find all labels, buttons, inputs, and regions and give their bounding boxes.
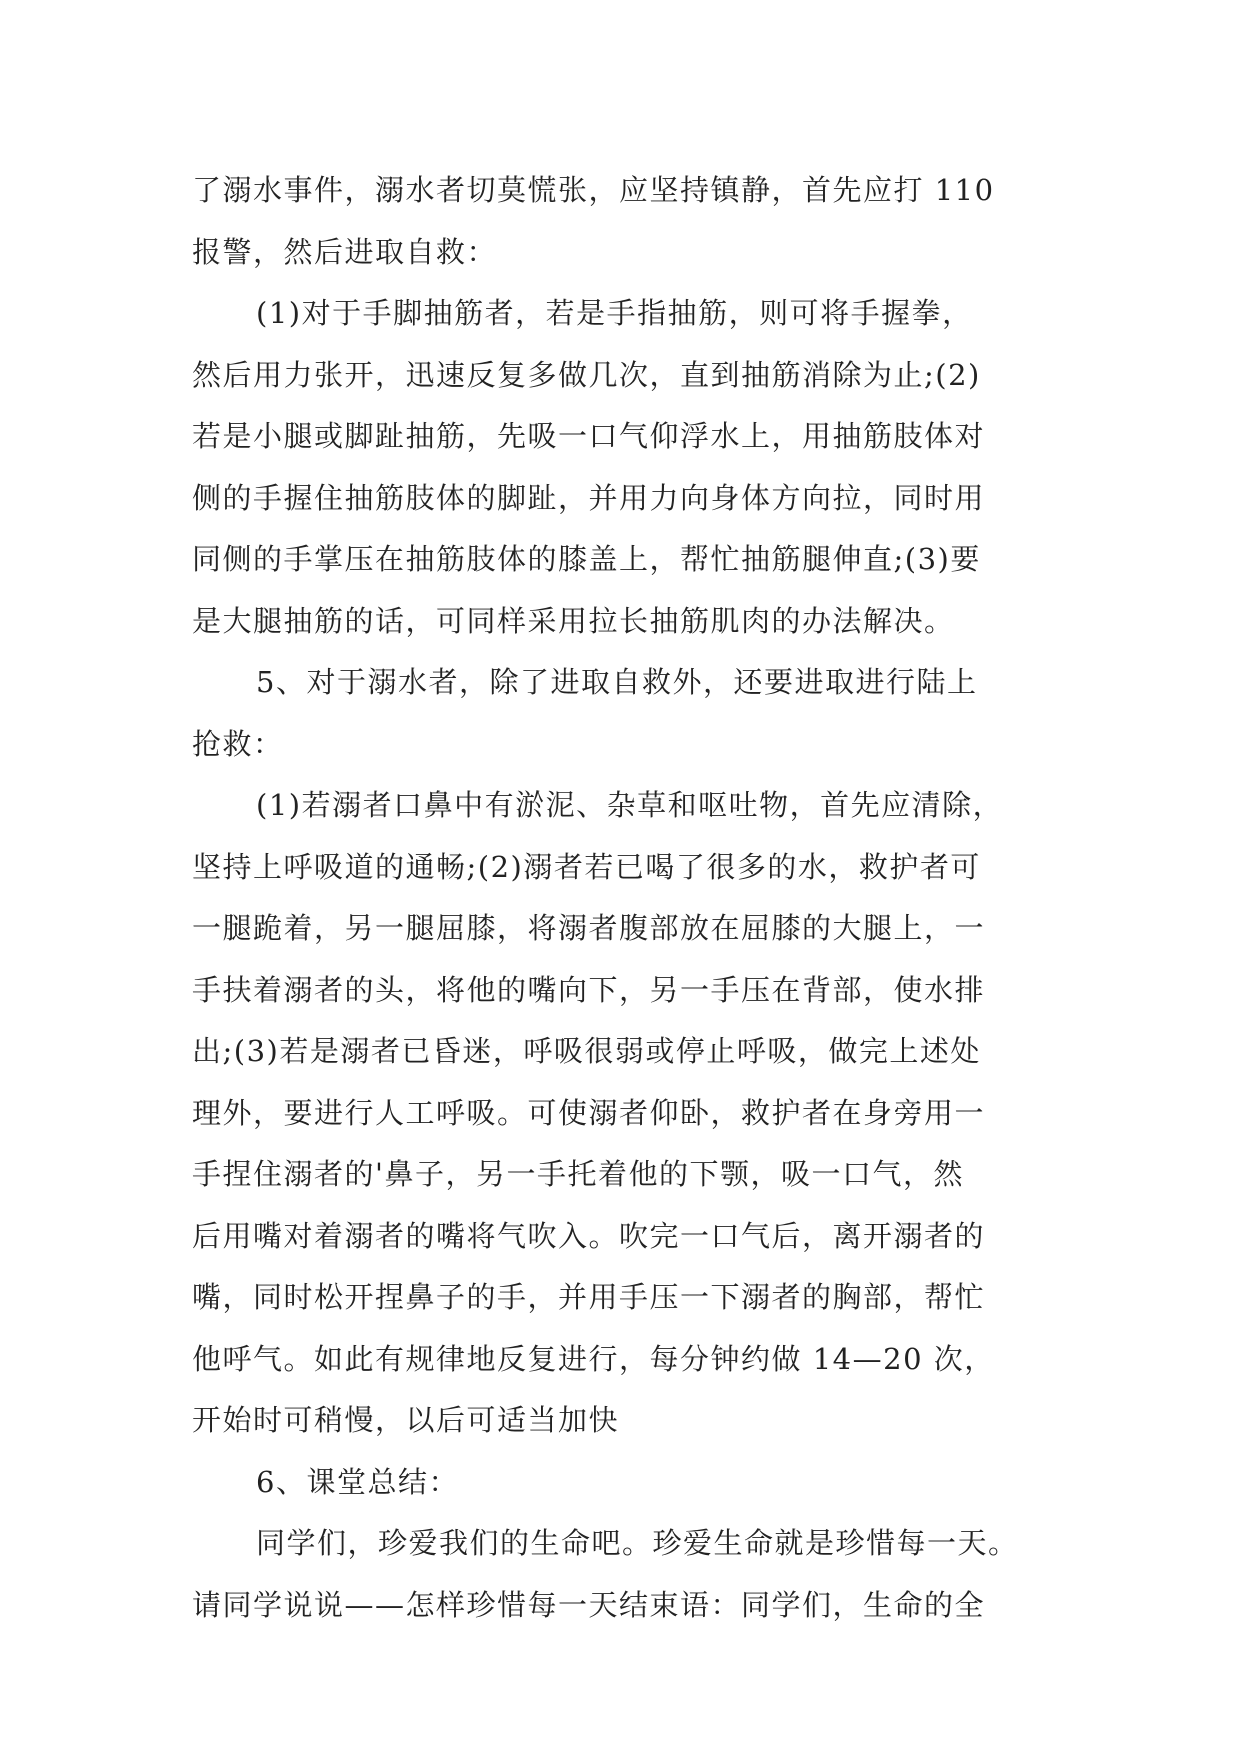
text-line: 然后用力张开，迅速反复多做几次，直到抽筋消除为止;(2) — [192, 357, 981, 392]
text-line: 手扶着溺者的头，将他的嘴向下，另一手压在背部，使水排 — [192, 972, 986, 1007]
text-line: 报警，然后进取自救： — [192, 234, 498, 269]
text-line: 了溺水事件，溺水者切莫慌张，应坚持镇静，首先应打 110 — [192, 173, 995, 207]
text-line: 嘴，同时松开捏鼻子的手，并用手压一下溺者的胸部，帮忙 — [192, 1280, 986, 1314]
text-line: 开始时可稍慢，以后可适当加快 — [192, 1403, 620, 1437]
document-body — [192, 160, 1054, 1636]
text-line: 一腿跪着，另一腿屈膝，将溺者腹部放在屈膝的大腿上，一 — [192, 911, 986, 945]
text-line: 同学们，珍爱我们的生命吧。珍爱生命就是珍惜每一天。 — [256, 1526, 1019, 1560]
text-line: 侧的手握住抽筋肢体的脚趾，并用力向身体方向拉，同时用 — [192, 480, 986, 515]
text-line: 他呼气。如此有规律地反复进行，每分钟约做 14—20 次， — [192, 1341, 995, 1376]
text-line: 同侧的手掌压在抽筋肢体的膝盖上，帮忙抽筋腿伸直;(3)要 — [192, 542, 981, 576]
text-line: 后用嘴对着溺者的嘴将气吹入。吹完一口气后，离开溺者的 — [192, 1218, 986, 1253]
text-line: 6、课堂总结： — [256, 1464, 459, 1499]
text-line: 出;(3)若是溺者已昏迷，呼吸很弱或停止呼吸，做完上述处 — [192, 1034, 981, 1068]
text-line: 坚持上呼吸道的通畅;(2)溺者若已喝了很多的水，救护者可 — [192, 849, 981, 884]
text-line: 5、对于溺水者，除了进取自救外，还要进取进行陆上 — [256, 665, 978, 699]
text-line: 若是小腿或脚趾抽筋，先吸一口气仰浮水上，用抽筋肢体对 — [192, 419, 986, 453]
text-line: 请同学说说——怎样珍惜每一天结束语：同学们，生命的全 — [192, 1587, 986, 1622]
text-line: 抢救： — [192, 726, 284, 761]
text-line: 理外，要进行人工呼吸。可使溺者仰卧，救护者在身旁用一 — [192, 1095, 986, 1130]
text-line: (1)对于手脚抽筋者，若是手指抽筋，则可将手握拳， — [256, 296, 973, 330]
text-line: (1)若溺者口鼻中有淤泥、杂草和呕吐物，首先应清除， — [256, 788, 1004, 822]
text-line: 手捏住溺者的'鼻子，另一手托着他的下颚，吸一口气，然 — [192, 1157, 964, 1191]
text-line: 是大腿抽筋的话，可同样采用拉长抽筋肌肉的办法解决。 — [192, 603, 955, 638]
